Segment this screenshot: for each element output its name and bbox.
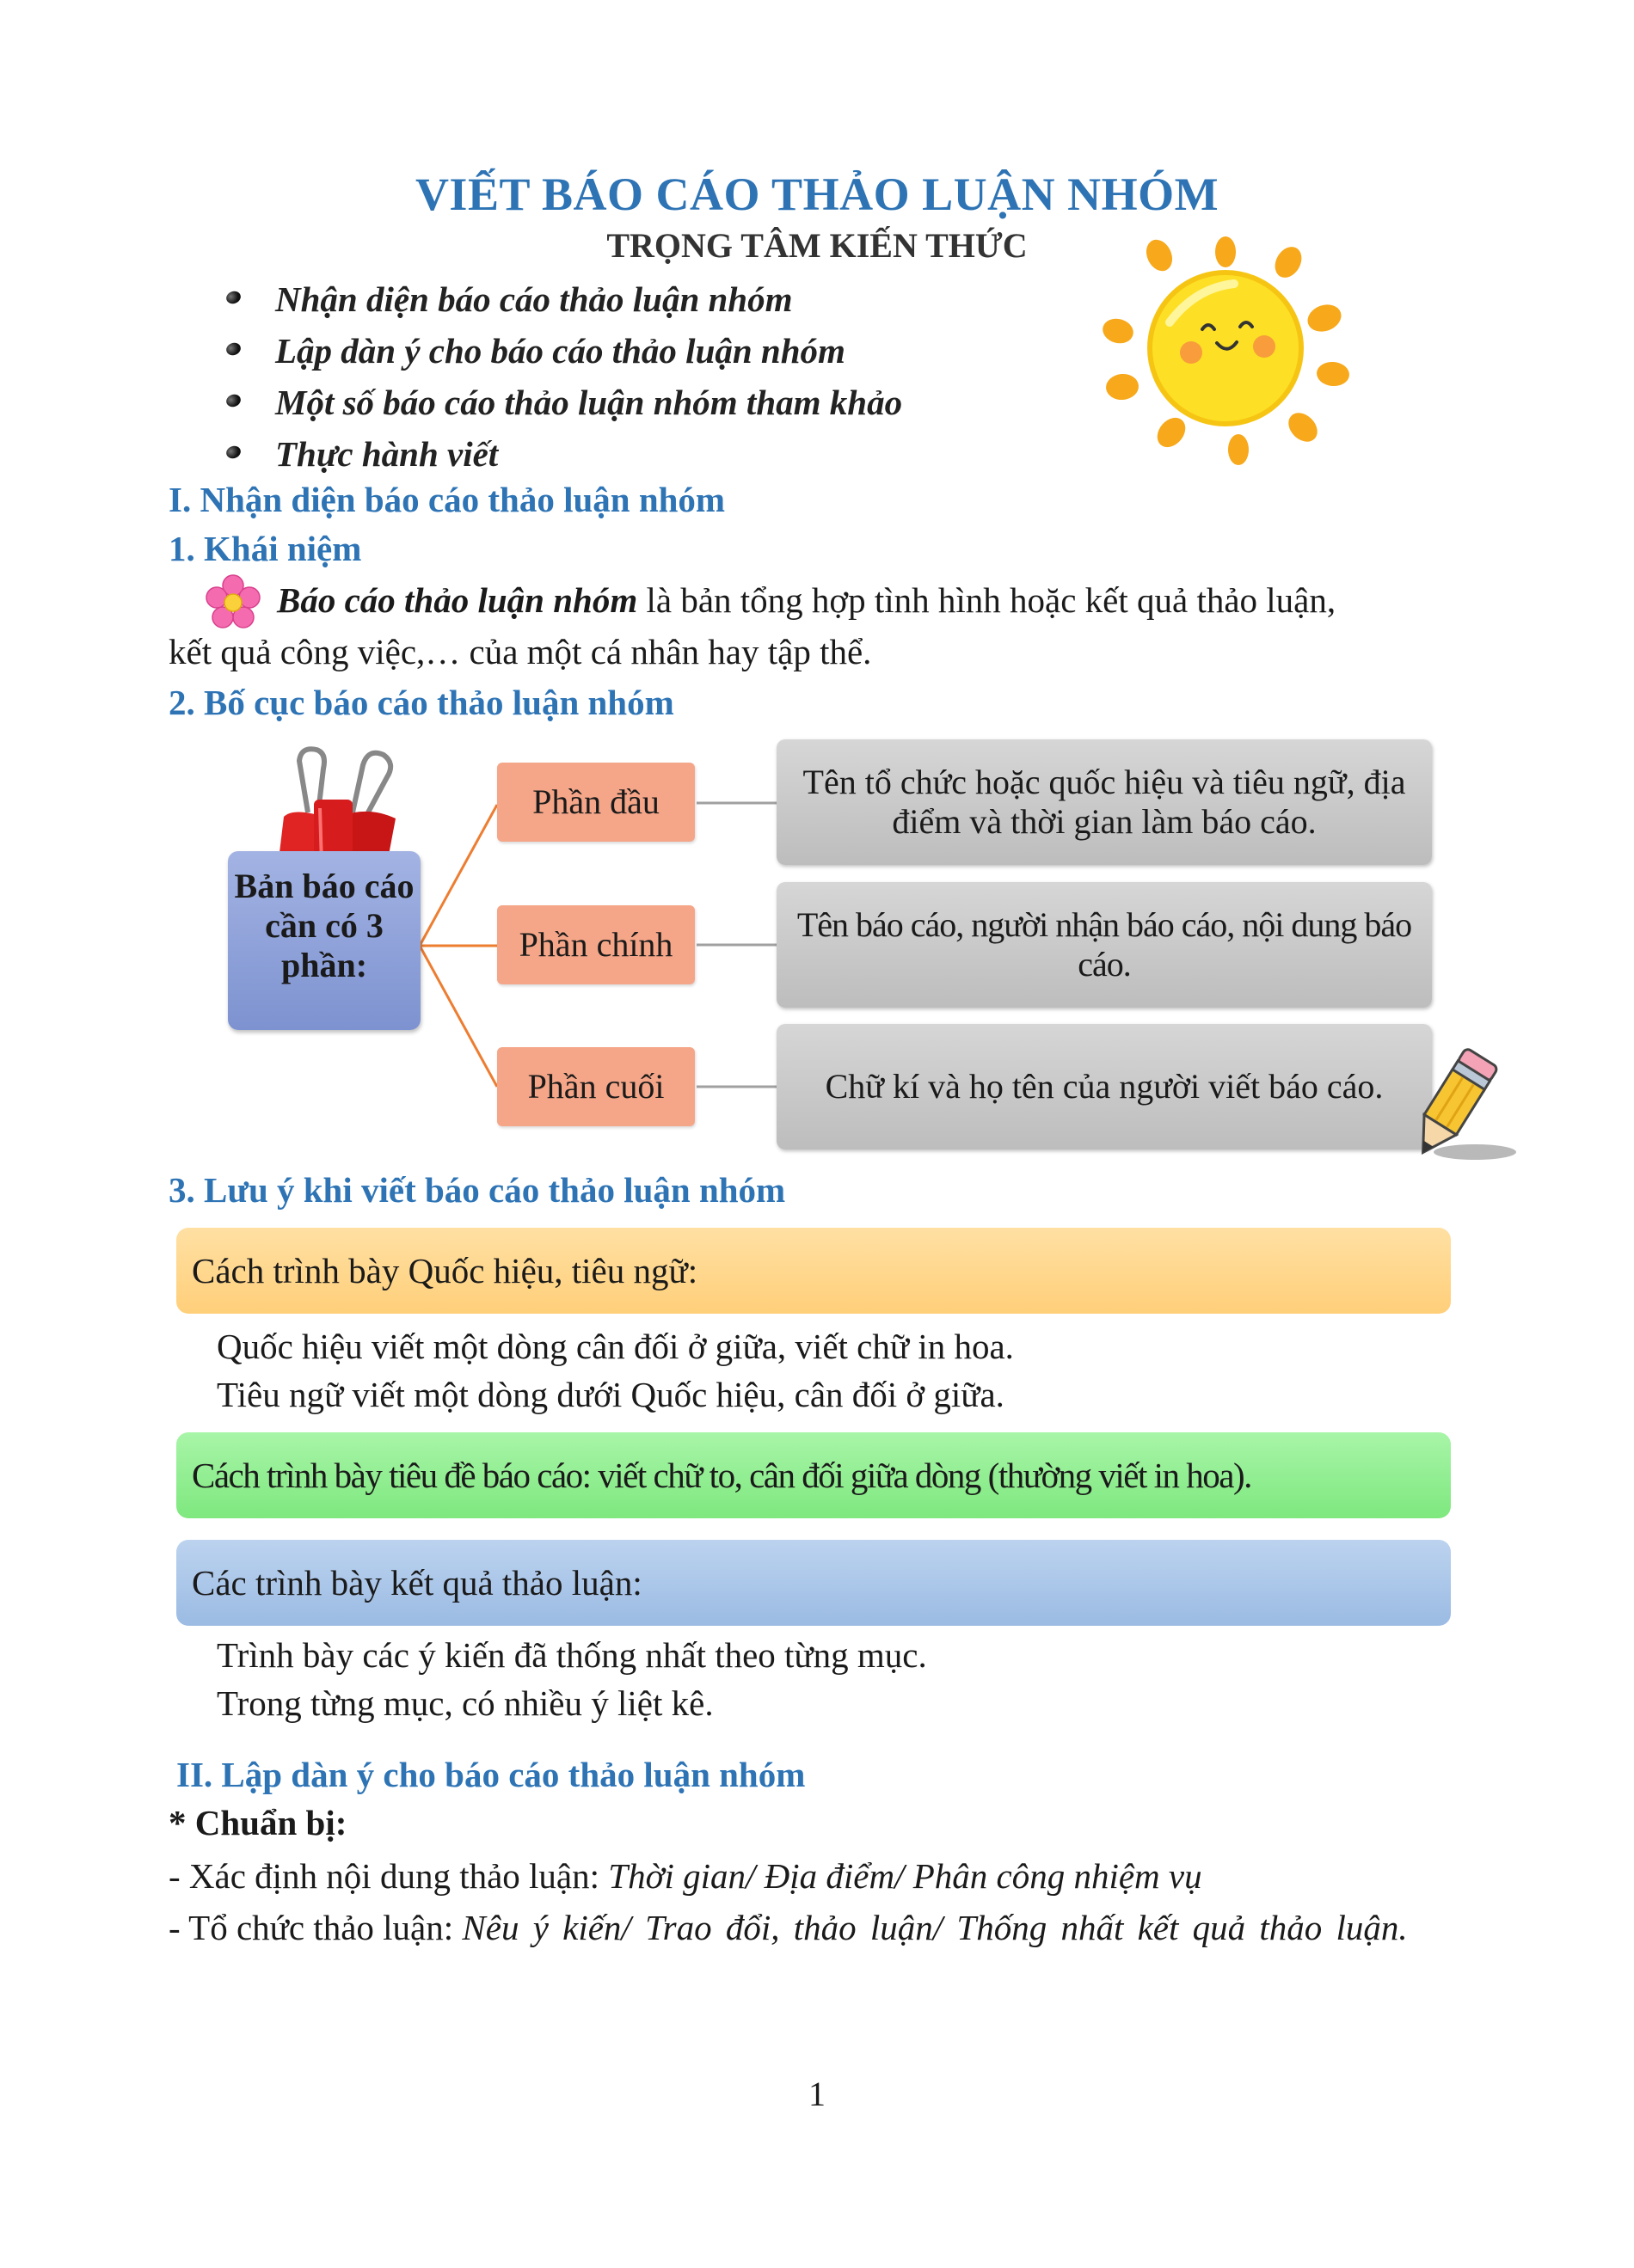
list-item: Nhận diện báo cáo thảo luận nhóm: [219, 273, 902, 325]
subsection-heading: 2. Bố cục báo cáo thảo luận nhóm: [169, 683, 674, 722]
prep-line: - Xác định nội dung thảo luận: Thời gian/ Địa điểm/ Phân công nhiệm vụ: [169, 1856, 1202, 1896]
prep-line: - Tổ chức thảo luận: Nêu ý kiến/ Trao đổi, thảo luận/ Thống nhất kết quả thảo luận.: [169, 1908, 1408, 1947]
subsection-heading: 1. Khái niệm: [169, 529, 362, 568]
page-title: VIẾT BÁO CÁO THẢO LUẬN NHÓM: [415, 169, 1219, 220]
part-label-end: Phần cuối: [497, 1047, 695, 1126]
definition-term: Báo cáo thảo luận nhóm: [277, 580, 638, 620]
part-desc-end: Chữ kí và họ tên của người viết báo cáo.: [777, 1024, 1432, 1149]
part-label-head: Phần đầu: [497, 763, 695, 842]
note-green: Cách trình bày tiêu đề báo cáo: viết chữ to, cân đối giữa dòng (thường viết in hoa).: [176, 1432, 1451, 1518]
part-desc-main: Tên báo cáo, người nhận báo cáo, nội dung báo cáo.: [777, 882, 1432, 1008]
report-root-box: Bản báo cáo cần có 3 phần:: [228, 851, 421, 1030]
note-orange: Cách trình bày Quốc hiệu, tiêu ngữ:: [176, 1228, 1451, 1314]
part-label-main: Phần chính: [497, 905, 695, 984]
list-item: Lập dàn ý cho báo cáo thảo luận nhóm: [219, 325, 902, 377]
page-subtitle: TRỌNG TÂM KIẾN THỨC: [606, 226, 1028, 265]
note-line: Trình bày các ý kiến đã thống nhất theo từng mục.: [217, 1635, 927, 1675]
list-item: Thực hành viết: [219, 428, 902, 480]
section-heading: I. Nhận diện báo cáo thảo luận nhóm: [169, 480, 726, 519]
subsection-heading: 3. Lưu ý khi viết báo cáo thảo luận nhóm: [169, 1170, 786, 1210]
note-line: Tiêu ngữ viết một dòng dưới Quốc hiệu, cân đối ở giữa.: [217, 1375, 1004, 1414]
note-line: Quốc hiệu viết một dòng cân đối ở giữa, viết chữ in hoa.: [217, 1327, 1014, 1366]
page-number: 1: [808, 2075, 826, 2113]
section-heading: II. Lập dàn ý cho báo cáo thảo luận nhóm: [176, 1755, 806, 1794]
definition-paragraph-cont: kết quả công việc,… của một cá nhân hay tập thể.: [169, 632, 872, 671]
list-item: Một số báo cáo thảo luận nhóm tham khảo: [219, 377, 902, 428]
definition-paragraph: Báo cáo thảo luận nhóm là bản tổng hợp tình hình hoặc kết quả thảo luận,: [277, 580, 1336, 620]
note-blue: Các trình bày kết quả thảo luận:: [176, 1540, 1451, 1626]
prep-label: * Chuẩn bị:: [169, 1803, 347, 1842]
part-desc-head: Tên tổ chức hoặc quốc hiệu và tiêu ngữ, địa điểm và thời gian làm báo cáo.: [777, 739, 1432, 865]
pencil-icon: [1402, 1040, 1518, 1169]
note-line: Trong từng mục, có nhiều ý liệt kê.: [217, 1683, 714, 1723]
